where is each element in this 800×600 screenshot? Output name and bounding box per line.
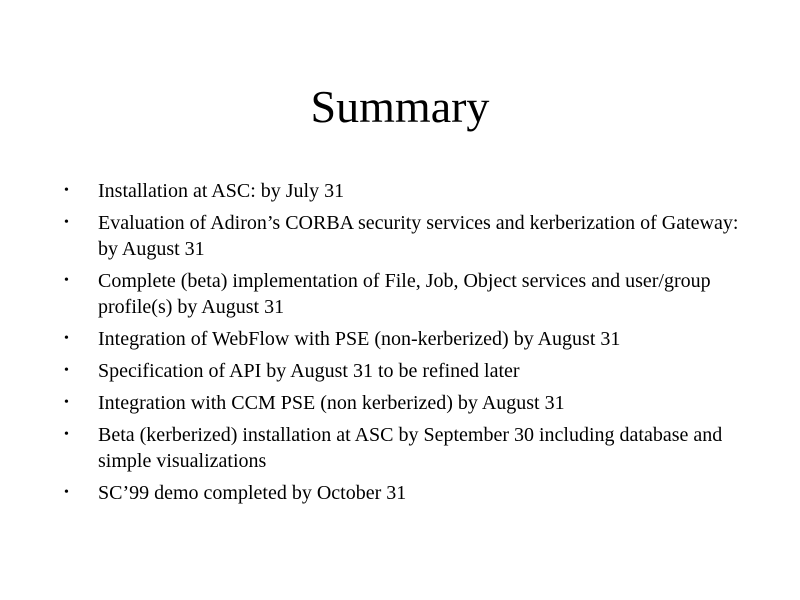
bullet-icon: •	[64, 485, 69, 500]
bullet-text: Complete (beta) implementation of File, Job, Object services and user/group profile(s) by August 31	[98, 270, 711, 318]
bullet-icon: •	[64, 363, 69, 378]
list-item	[58, 422, 758, 474]
bullet-icon: •	[64, 183, 69, 198]
list-item	[58, 358, 758, 384]
bullet-text: Installation at ASC: by July 31	[98, 180, 345, 202]
bullet-text: Specification of API by August 31 to be refined later	[98, 360, 520, 382]
bullet-icon: •	[64, 215, 69, 230]
bullet-icon: •	[64, 427, 69, 442]
list-item	[58, 178, 758, 204]
bullet-text: Integration of WebFlow with PSE (non-kerberized) by August 31	[98, 328, 621, 350]
bullet-text: Beta (kerberized) installation at ASC by September 30 including database and simple visualizations	[98, 424, 723, 472]
bullet-text: Evaluation of Adiron’s CORBA security services and kerberization of Gateway: by August 31	[98, 212, 739, 260]
list-item	[58, 268, 758, 320]
bullet-text: Integration with CCM PSE (non kerberized) by August 31	[98, 392, 565, 414]
bullet-icon: •	[64, 395, 69, 410]
bullet-text: SC’99 demo completed by October 31	[98, 482, 407, 504]
slide-title: Summary	[310, 81, 490, 132]
bullet-icon: •	[64, 273, 69, 288]
bullet-list	[58, 178, 758, 512]
list-item	[58, 390, 758, 416]
list-item	[58, 326, 758, 352]
list-item	[58, 210, 758, 262]
bullet-icon: •	[64, 331, 69, 346]
list-item	[58, 480, 758, 506]
